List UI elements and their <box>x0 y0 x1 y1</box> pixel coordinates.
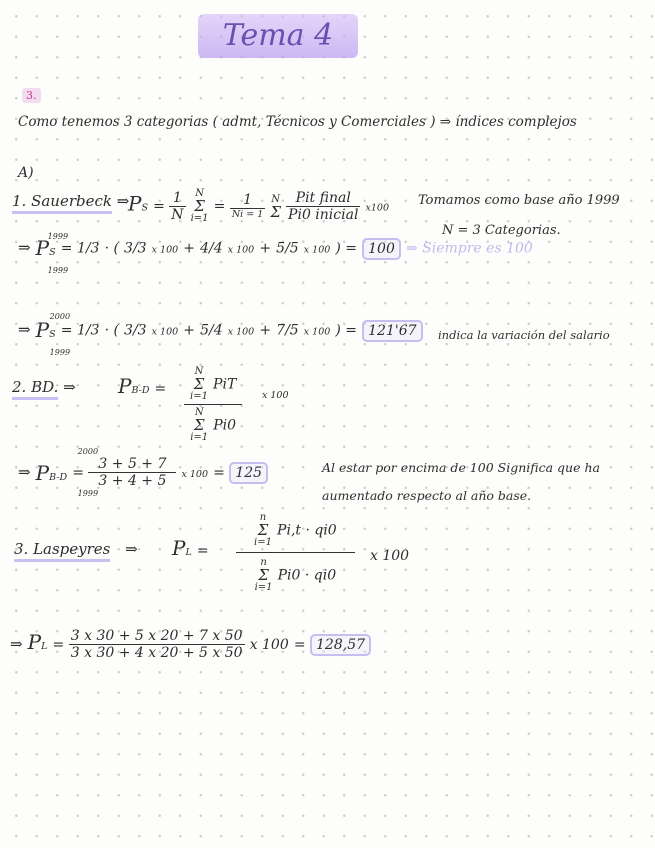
sauerbeck-p: P <box>128 191 142 216</box>
implies-arrow-icon: ⇒ <box>116 192 130 210</box>
implies-arrow-icon: ⇒ <box>18 463 31 481</box>
sauerbeck-formula: PS = $\frac{1}{N}$ N Σ i=1 = $\frac{1}{Ni = 1}$ N Σ $\frac{\text{Pit final}}{\text{Pi0 inicial}}$ x100 <box>128 188 390 224</box>
note-salary-variation: indica la variación del salario <box>438 328 610 342</box>
eq-1999-term-1: 3/3 <box>124 240 147 257</box>
sauerbeck-sigma: N Σ i=1 <box>190 188 209 224</box>
note-n-categories: N = 3 Categorias. <box>442 223 561 238</box>
eq-2000-result: 121'67 <box>362 320 422 342</box>
intro-text: Como tenemos 3 categorias ( admt, Técnicos y Comerciales ) ⇒ índices complejos <box>18 114 577 130</box>
bd-title: 2. BD. <box>12 378 58 400</box>
page-title: Tema 4 <box>198 14 358 58</box>
eq-1999-term-2: 4/4 <box>200 240 223 257</box>
bd-result: 125 <box>229 462 268 484</box>
sauerbeck-label <box>12 192 129 214</box>
laspeyres-x100: x 100 <box>370 548 410 564</box>
eq-2000-term-3: 7/5 <box>276 322 299 339</box>
bd-note-line-2: aumentado respecto al año base. <box>322 488 532 503</box>
bd-label <box>12 378 76 400</box>
laspeyres-label <box>14 540 138 562</box>
implies-arrow-icon: ⇒ <box>125 540 138 558</box>
bd-formula: PB-D = <box>118 374 167 398</box>
bd-x100: x 100 <box>262 390 289 401</box>
laspeyres-formula: PL = <box>172 536 209 560</box>
eq-1999: ⇒ 1999 PS 1999 = 1/3 · ( 3/3 x 100 + 4/4 x 100 + 5/5 x 100 ) = 100 ⇒ Siempre es 100 <box>18 232 533 275</box>
implies-arrow-icon: ⇒ <box>18 238 31 257</box>
sauerbeck-p-sub: S <box>141 202 148 214</box>
bd-numeric-fraction: $\frac{3 + 5 + 7}{3 + 4 + 5}$ <box>88 456 176 489</box>
eq-2000-term-2: 5/4 <box>200 322 223 339</box>
laspeyres-title: 3. Laspeyres <box>14 540 110 562</box>
bd-note-line-1: Al estar por encima de 100 Significa que ha <box>322 460 600 475</box>
eq-1999-term-3: 5/5 <box>276 240 299 257</box>
laspeyres-numeric-fraction: $\frac{3 x 30 + 5 x 20 + 7 x 50}{3 x 30 + 4 x 20 + 5 x 50}$ <box>70 628 243 661</box>
implies-arrow-icon: ⇒ <box>18 320 31 339</box>
bd-eq: ⇒ 2000 PB-D 1999 = $\frac{3 + 5 + 7}{3 + 4 + 5}$ x 100 = 125 <box>18 456 268 489</box>
implies-arrow-icon: ⇒ <box>63 378 76 396</box>
note-base-year: Tomamos como base año 1999 <box>418 193 620 208</box>
sauerbeck-price-ratio: $\frac{\text{Pit final}}{\text{Pi0 inicial}}$ <box>288 189 359 223</box>
laspeyres-eq: ⇒ PL = $\frac{3 x 30 + 5 x 20 + 7 x 50}{3 x 30 + 4 x 20 + 5 x 50}$ x 100 = 128,57 <box>10 628 371 661</box>
section-a-label: A) <box>18 165 34 181</box>
sauerbeck-title: 1. Sauerbeck <box>12 192 112 214</box>
eq-1999-result: 100 <box>362 238 401 260</box>
laspeyres-fraction: n Σ i=1 Pi,t · qi0 n Σ i=1 Pi0 · qi0 <box>236 512 355 593</box>
bd-fraction: N Σ i=1 PiT N Σ i=1 Pi0 <box>184 366 242 443</box>
laspeyres-result: 128,57 <box>310 634 371 656</box>
sauerbeck-sigma-2: N Σ <box>270 193 281 221</box>
eq-2000: ⇒ 2000 PS 1999 = 1/3 · ( 3/3 x 100 + 5/4 x 100 + 7/5 x 100 ) = 121'67 <box>18 318 423 342</box>
note-always-100: ⇒ Siempre es 100 <box>405 240 533 257</box>
implies-arrow-icon: ⇒ <box>10 635 23 653</box>
eq-2000-term-1: 3/3 <box>124 322 147 339</box>
section-number-badge: 3. <box>22 88 41 103</box>
sauerbeck-1-over-n: $\frac{1}{N}$ <box>171 189 184 223</box>
sauerbeck-1-over-ni: $\frac{1}{Ni = 1}$ <box>231 192 264 220</box>
